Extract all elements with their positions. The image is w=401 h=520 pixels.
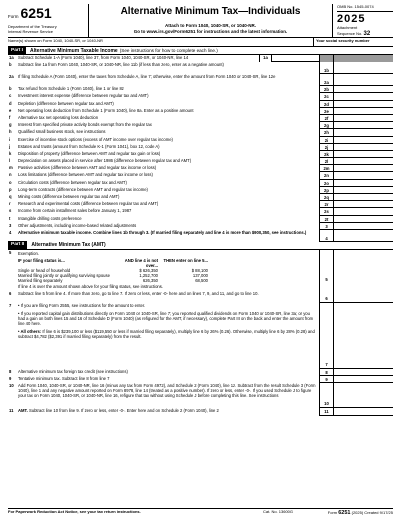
line-1b-box-label xyxy=(319,62,333,74)
line-number: i xyxy=(9,136,11,142)
line-number: 11 xyxy=(9,408,14,414)
line-text: Alternative tax net operating loss deduction xyxy=(18,114,99,120)
line-2n-row xyxy=(8,172,393,179)
line-number: s xyxy=(9,208,12,214)
line-2h-box-label xyxy=(319,129,333,136)
form-title-block xyxy=(88,4,333,37)
shaded-cell xyxy=(333,55,393,62)
line-4-row xyxy=(8,230,393,242)
line-text: Circulation costs (difference between regular tax and AMT) xyxy=(18,179,127,185)
exemption-amount: $ 88,100 xyxy=(191,268,208,274)
income-threshold: $ 626,350 xyxy=(139,268,158,274)
line-number: 10 xyxy=(9,383,14,389)
part1-header xyxy=(8,47,393,55)
line-text: Interest from specified private activity bonds exempt from the regular tax xyxy=(18,122,152,128)
exemption-col-then: THEN enter on line 5... xyxy=(163,257,208,263)
line-number: m xyxy=(9,165,13,171)
line-text: Intangible drilling costs preference xyxy=(18,215,82,221)
line-6-box-label xyxy=(319,291,333,303)
exemption-title: Exemption. xyxy=(18,250,39,256)
line-2m-amount[interactable] xyxy=(333,165,393,172)
filing-status: Married filing separately xyxy=(18,278,63,284)
line-number: e xyxy=(9,107,12,113)
line-text: Subtract line 10 from line 9. If zero or less, enter -0-. Enter here and on Schedule 2 (Form 1040), line 2 xyxy=(27,408,219,414)
line-9-amount[interactable] xyxy=(333,376,393,383)
line-2g-box-label xyxy=(319,122,333,129)
line-text: Long-term contracts (difference between AMT and regular tax income) xyxy=(18,186,148,192)
amt-label: AMT. xyxy=(18,408,28,414)
department-name: Department of the Treasury xyxy=(8,24,57,29)
line-number: b xyxy=(9,86,12,92)
box-label: 3 xyxy=(325,223,328,229)
part1-label: Part I xyxy=(8,47,26,55)
line-2p-row xyxy=(8,187,393,194)
line-text: Other adjustments, including income-based related adjustments xyxy=(18,222,137,228)
box-label: 2r xyxy=(324,202,329,208)
footer-form-prefix: Form xyxy=(327,510,338,516)
line-text: Subtract line 5 from line 4. If more than zero, go to line 7. If zero or less, enter -0- here and on lines 7, 9, and 11, and go to line 10. xyxy=(18,290,259,296)
irs-name: Internal Revenue Service xyxy=(8,29,53,34)
line-5-row xyxy=(8,250,393,291)
line-1a-row xyxy=(8,55,393,62)
line-2n-amount[interactable] xyxy=(333,172,393,179)
box-label: 2l xyxy=(324,159,329,165)
exemption-amount: 68,500 xyxy=(195,278,208,284)
line-text: Tentative minimum tax. Subtract line 8 from line 7 xyxy=(18,376,110,382)
box-label: 2i xyxy=(324,137,329,143)
line-3-row xyxy=(8,223,393,230)
form-footer xyxy=(8,508,393,517)
line-number: 4 xyxy=(9,229,12,235)
shaded-cell xyxy=(319,55,333,62)
line-2c-box-label xyxy=(319,93,333,100)
line-2h-row xyxy=(8,129,393,136)
line-2l-box-label xyxy=(319,158,333,165)
line-text: Disposition of property (difference between AMT and regular tax gain or loss) xyxy=(18,150,161,156)
line-text: Exercise of incentive stock options (excess of AMT income over regular tax income) xyxy=(18,136,173,142)
part1-note: (See instructions for how to complete each line.) xyxy=(119,47,218,53)
line-number: k xyxy=(9,150,12,156)
line-2m-box-label xyxy=(319,165,333,172)
goto-instruction: Go to www.irs.gov/Form6251 for instructions and the latest information. xyxy=(133,29,288,35)
line-5-box-label xyxy=(319,250,333,291)
attachment-label: Attachment xyxy=(337,24,358,30)
footer-form-id xyxy=(323,510,393,517)
box-label: 9 xyxy=(325,377,328,383)
line-text: Tax refund from Schedule 1 (Form 1040), line 1 or line 8z xyxy=(18,86,124,92)
exemption-row xyxy=(18,278,317,283)
tax-year: 2025 xyxy=(337,12,366,25)
line-9-box-label xyxy=(319,376,333,383)
box-label: 2f xyxy=(324,115,329,121)
line-2e-amount[interactable] xyxy=(333,108,393,115)
line-2l-row xyxy=(8,158,393,165)
line-7-row xyxy=(8,303,393,369)
box-label: 5 xyxy=(325,276,328,282)
line-text: Alternative minimum taxable income. Combine lines 1b through 3. (If married filing separately and line 4 is more than $900,350, see instructions.) xyxy=(18,229,307,235)
line-2k-amount[interactable] xyxy=(333,151,393,158)
line-2a-box-label xyxy=(319,74,333,86)
line-2d-amount[interactable] xyxy=(333,101,393,108)
line-6-amount[interactable] xyxy=(333,291,393,303)
paperwork-notice: For Paperwork Reduction Act Notice, see your tax return instructions. xyxy=(8,509,141,515)
name-field[interactable] xyxy=(8,38,313,46)
line-7-box-label xyxy=(319,303,333,369)
box-label: 2o xyxy=(324,180,329,186)
line-2t-row xyxy=(8,216,393,223)
line-4-box-label xyxy=(319,230,333,242)
line-text: Depletion (difference between regular tax and AMT) xyxy=(18,100,114,106)
line-text: Loss limitations (difference between AMT and regular tax income or loss) xyxy=(18,172,153,178)
line-2i-box-label xyxy=(319,137,333,144)
line-7-amount[interactable] xyxy=(333,303,393,369)
box-label: 4 xyxy=(325,235,328,241)
line-text: Research and experimental costs (difference between regular tax and AMT) xyxy=(18,201,159,207)
exemption-col-and: AND line 4 is not over... xyxy=(124,257,158,268)
line-2s-amount[interactable] xyxy=(333,208,393,215)
line-text: Subtract Schedule 1-A (Form 1040), line 37, from Form 1040, 1040-SR, or 1040-NR, line 14 xyxy=(18,55,189,60)
line-number: j xyxy=(9,143,11,149)
part2-label: Part II xyxy=(8,241,27,249)
box-label: 2n xyxy=(324,173,329,179)
line-number: p xyxy=(9,186,12,192)
form-label: Form xyxy=(8,14,19,19)
line-number: t xyxy=(9,215,11,221)
line-2d-box-label xyxy=(319,101,333,108)
ssn-field-label: Your social security number xyxy=(316,38,370,43)
line-1a-amount[interactable] xyxy=(271,55,319,62)
line-text: Alternative minimum tax foreign tax credit (see instructions) xyxy=(18,368,128,374)
box-label: 2q xyxy=(324,195,329,200)
line-number: 3 xyxy=(9,222,12,228)
line-2g-row xyxy=(8,122,393,129)
box-label: 2s xyxy=(324,209,329,215)
income-threshold: 1,252,700 xyxy=(139,273,158,279)
sequence-number: 32 xyxy=(363,30,371,37)
box-label: 7 xyxy=(325,361,328,367)
line-7-bullet-text: If line 6 is $239,100 or less ($119,550 or less if married filing separately), multiply line 6 by 26% (0.26). Otherwise, multiply line 6 by 28% (0.28) and subtract $4,782 ($2,391 if married filing separately) from the result. xyxy=(18,329,315,340)
line-text: Estates and trusts (amount from Schedule K-1 (Form 1041), box 12, code A) xyxy=(18,143,160,149)
part2-lines xyxy=(8,291,393,416)
name-field-label: Name(s) shown on Form 1040, 1040-SR, or 1040-NR xyxy=(8,38,103,43)
part1-lines xyxy=(8,55,393,242)
line-2b-amount[interactable] xyxy=(333,86,393,93)
line-2g-amount[interactable] xyxy=(333,122,393,129)
omb-number: OMB No. 1545-0074 xyxy=(337,5,393,12)
line-2n-box-label xyxy=(319,172,333,179)
line-1b-amount[interactable] xyxy=(333,62,393,74)
sequence-label: Sequence No. xyxy=(337,30,363,36)
form-id-block xyxy=(8,4,88,37)
box-label: 2c xyxy=(324,94,329,100)
part2-header xyxy=(8,242,393,250)
line-2s-row xyxy=(8,208,393,215)
line-4-amount[interactable] xyxy=(333,230,393,242)
filing-status: Single or head of household xyxy=(18,268,71,274)
line-2a-row xyxy=(8,74,393,86)
filing-status: Married filing jointly or qualifying surviving spouse xyxy=(18,273,110,279)
part1-title: Alternative Minimum Taxable Income xyxy=(30,47,118,54)
line-number: c xyxy=(9,93,12,99)
line-2f-row xyxy=(8,115,393,122)
line-2k-box-label xyxy=(319,151,333,158)
line-2e-box-label xyxy=(319,108,333,115)
line-9-row xyxy=(8,376,393,383)
line-2o-box-label xyxy=(319,180,333,187)
line-text: Income from certain installment sales before January 1, 1987 xyxy=(18,208,132,214)
line-number: 8 xyxy=(9,368,12,374)
box-label: 1a xyxy=(263,55,268,60)
line-8-row xyxy=(8,369,393,376)
line-number: 2a xyxy=(9,74,14,80)
line-2q-row xyxy=(8,194,393,201)
line-text: Qualified small business stock, see instructions xyxy=(18,129,106,135)
line-number: o xyxy=(9,179,12,185)
box-label: 6 xyxy=(325,295,328,301)
line-10-box-label xyxy=(319,383,333,408)
line-1b-row xyxy=(8,62,393,74)
line-number: 9 xyxy=(9,376,12,382)
line-2j-amount[interactable] xyxy=(333,144,393,151)
line-7-bullet: • If you reported capital gain distributions directly on Form 1040 or 1040-SR, line 7; you reported qualified dividends on Form 1040 or 1040-SR, line 3a; or you had a gain on both lines 15 and 16 of Schedule D (Form 1040) (as refigured for the AMT, if necessary), complete Part III on the back and enter the amount from line 40 here. xyxy=(18,310,314,327)
line-2c-amount[interactable] xyxy=(333,93,393,100)
line-text: Depreciation on assets placed in service after 1986 (difference between regular tax and AMT) xyxy=(18,158,192,164)
line-number: g xyxy=(9,122,12,128)
box-label: 2h xyxy=(324,130,329,136)
line-11-box-label xyxy=(319,408,333,416)
line-7-bullet: • If you are filing Form 2555, see instructions for the amount to enter. xyxy=(18,302,146,308)
line-text: Add Form 1040, 1040-SR, or 1040-NR, line 16 (minus any tax from Form 4972), and Schedule 2 (Form 1040), line 1z. Subtract from the result Schedule 3 (Form 1040), line 1 and any negative amount reported on Form 8978, line 14 (treated as a positive number). If zero or less, enter -0-. If you used Schedule J to figure your tax on Form 1040, 1040-SR, or 1040-NR, line 16, refigure that tax without using Schedule J before completing this line. See instructions xyxy=(18,383,316,399)
line-2t-box-label xyxy=(319,216,333,223)
form-header xyxy=(8,4,393,38)
box-label: 2e xyxy=(324,108,329,114)
footer-form-number: 6251 xyxy=(338,510,351,517)
line-2j-row xyxy=(8,144,393,151)
line-2s-box-label xyxy=(319,208,333,215)
line-number: b xyxy=(9,62,12,68)
line-2p-amount[interactable] xyxy=(333,187,393,194)
line-text: Subtract line 1a from Form 1040, 1040-SR, or 1040-NR, line 11b (if less than zero, enter as a negative amount) xyxy=(18,62,224,68)
line-number: q xyxy=(9,194,12,199)
line-10-amount[interactable] xyxy=(333,383,393,408)
line-number: r xyxy=(9,201,11,207)
name-row xyxy=(8,38,393,47)
line-10-row xyxy=(8,383,393,408)
line-2b-box-label xyxy=(319,86,333,93)
line-2p-box-label xyxy=(319,187,333,194)
line-2r-box-label xyxy=(319,201,333,208)
line-3-amount[interactable] xyxy=(333,223,393,230)
box-label: 2g xyxy=(324,123,329,129)
line-text: Net operating loss deduction from Schedule 1 (Form 1040), line 8a. Enter as a positive amount xyxy=(18,107,194,113)
line-3-box-label xyxy=(319,223,333,230)
line-2m-row xyxy=(8,165,393,172)
line-2h-amount[interactable] xyxy=(333,129,393,136)
part2-title: Alternative Minimum Tax (AMT) xyxy=(31,242,106,249)
line-number: l xyxy=(9,158,11,164)
line-2d-row xyxy=(8,101,393,108)
exemption-note: If line 4 is over the amount shown above for your filing status, see instructions. xyxy=(18,284,164,290)
line-text: If filing Schedule A (Form 1040), enter the taxes from Schedule A, line 7; otherwise, enter the amount from Form 1040 or 1040-SR, line 12e xyxy=(18,74,276,80)
exemption-table xyxy=(18,268,317,283)
line-text xyxy=(18,408,319,416)
box-label: 1b xyxy=(324,68,329,74)
line-2l-amount[interactable] xyxy=(333,158,393,165)
line-number: 1a xyxy=(9,55,14,60)
line-2r-row xyxy=(8,201,393,208)
footer-form-suffix: (2025) Created 9/17/25 xyxy=(351,510,393,516)
line-text: Mining costs (difference between regular tax and AMT) xyxy=(18,194,120,199)
box-label: 2m xyxy=(323,166,330,172)
line-number: 5 xyxy=(9,249,12,255)
line-6-row xyxy=(8,291,393,303)
line-number: f xyxy=(9,114,11,120)
line-2q-amount[interactable] xyxy=(333,194,393,201)
line-text: Passive activities (difference between AMT and regular tax income or loss) xyxy=(18,165,157,171)
line-number: h xyxy=(9,129,12,135)
attach-instruction: Attach to Form 1040, 1040-SR, or 1040-NR. xyxy=(164,23,257,28)
line-8-box-label xyxy=(319,369,333,376)
ssn-field[interactable] xyxy=(313,38,393,46)
exemption-col-status: IF your filing status is... xyxy=(18,257,65,263)
line-text xyxy=(18,303,319,369)
form-number: 6251 xyxy=(20,5,52,21)
exemption-amount: 137,000 xyxy=(192,273,208,279)
box-label: 2j xyxy=(324,144,329,150)
box-label: 11 xyxy=(324,409,329,415)
line-7-bullet-lead: • All others: xyxy=(18,329,42,335)
line-2k-row xyxy=(8,151,393,158)
line-number: 7 xyxy=(9,302,12,308)
line-2t-amount[interactable] xyxy=(333,216,393,223)
line-2o-amount[interactable] xyxy=(333,180,393,187)
line-1a-box-label xyxy=(259,55,271,62)
box-label: 2p xyxy=(324,187,329,193)
line-7-bullet xyxy=(18,329,317,339)
catalog-number: Cat. No. 13600G xyxy=(263,509,294,515)
line-2a-amount[interactable] xyxy=(333,74,393,86)
box-label: 8 xyxy=(325,369,328,375)
line-2i-amount[interactable] xyxy=(333,137,393,144)
line-2b-row xyxy=(8,86,393,93)
line-number: n xyxy=(9,172,12,178)
line-2q-box-label xyxy=(319,194,333,201)
line-number: 6 xyxy=(9,290,12,296)
line-11-row xyxy=(8,408,393,416)
line-5-amount[interactable] xyxy=(333,250,393,291)
box-label: 2d xyxy=(324,101,329,107)
box-label: 2a xyxy=(324,80,329,86)
line-2f-amount[interactable] xyxy=(333,115,393,122)
line-2e-row xyxy=(8,108,393,115)
box-label: 2b xyxy=(324,87,329,93)
line-2o-row xyxy=(8,180,393,187)
box-label: 10 xyxy=(324,401,329,407)
line-2f-box-label xyxy=(319,115,333,122)
line-2j-box-label xyxy=(319,144,333,151)
line-2c-row xyxy=(8,93,393,100)
box-label: 2k xyxy=(324,151,329,157)
line-2r-amount[interactable] xyxy=(333,201,393,208)
line-text: Investment interest expense (difference between regular tax and AMT) xyxy=(18,93,149,99)
line-11-amount[interactable] xyxy=(333,408,393,416)
box-label: 2t xyxy=(324,216,329,222)
form-title: Alternative Minimum Tax—Individuals xyxy=(120,6,301,17)
income-threshold: 626,350 xyxy=(142,278,158,284)
line-number: d xyxy=(9,100,12,106)
form-year-block xyxy=(333,4,393,37)
line-2i-row xyxy=(8,137,393,144)
line-8-amount[interactable] xyxy=(333,369,393,376)
